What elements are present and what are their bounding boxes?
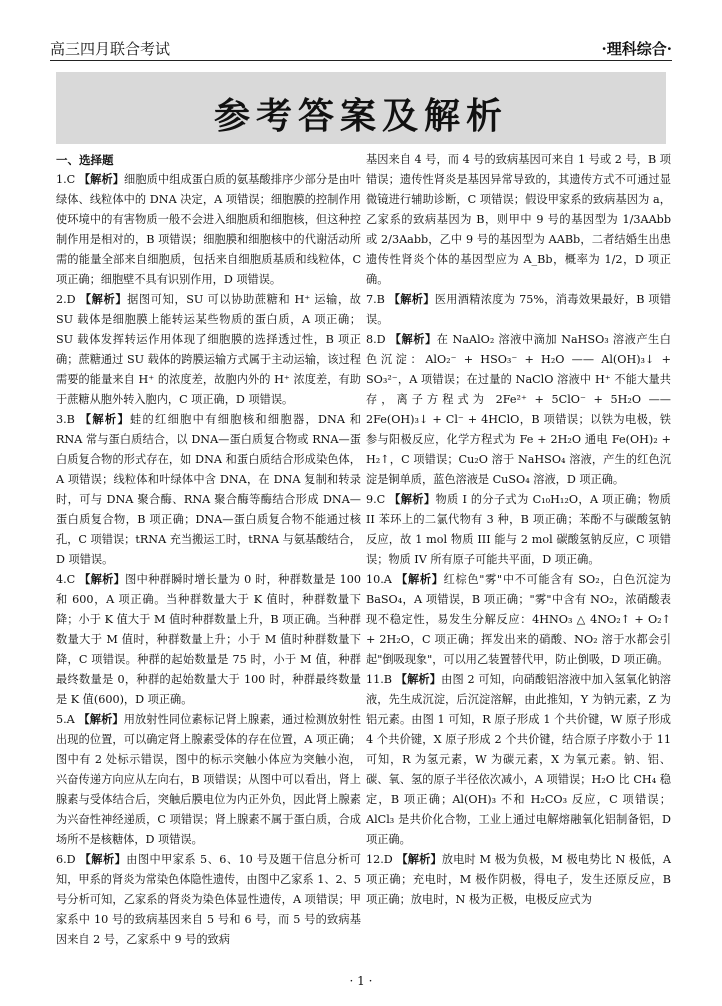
answer-number: 11.B (366, 673, 393, 686)
analysis-tag: 【解析】 (78, 713, 124, 726)
answer-number: 7.B (366, 293, 385, 306)
answer-number: 3.B (56, 413, 75, 426)
exam-name: 高三四月联合考试 (50, 40, 171, 58)
answer-item (56, 290, 361, 410)
page-header (50, 30, 672, 61)
answer-number: 6.D (56, 853, 76, 866)
answer-item (56, 710, 361, 850)
right-column (366, 150, 671, 910)
answer-item (56, 850, 361, 950)
answer-text: 医用酒精浓度为 75%，消毒效果最好，B 项错误。 (366, 293, 671, 326)
answer-text: 蛙的红细胞中有细胞核和细胞器，DNA 和 RNA 常与蛋白质结合，以 DNA—蛋白质复合物或 RNA—蛋白质复合物的形式存在，如 DNA 和蛋白质结合形成染色体，A 项错误；线粒体和叶绿体中含 DNA，在 DNA 复制和转录时，可与 DNA 聚合酶、RNA 聚合酶等酶结合形成 DNA—蛋白质复合物，B 项正确；DNA—蛋白质复合物不能通过核孔，C 项错误；tRNA 充当搬运工时，tRNA 与氨基酸结合，D 项错误。 (56, 413, 361, 566)
analysis-tag: 【解析】 (395, 673, 442, 686)
answer-text: 由图 2 可知，向硝酸铝溶液中加入氢氧化钠溶液，先生成沉淀，后沉淀溶解，由此推知，Y 为钠元素，Z 为铝元素。由图 1 可知，R 原子形成 1 个共价键，W 原子形成 4 个共价键，X 原子形成 2 个共价键，结合原子序数小于 11 可知，R 为氢元素，W 为碳元素，X 为氧元素。钠、铝、碳、氧、氢的原子半径依次减小，A 项错误；H₂O 比 CH₄ 稳定，B 项正确；Al(OH)₃ 不和 H₂CO₃ 反应，C 项错误；AlCl₃ 是共价化合物，工业上通过电解熔融氧化铝制备铝，D 项正确。 (366, 673, 671, 846)
analysis-tag: 【解析】 (389, 493, 436, 506)
analysis-tag: 【解析】 (79, 853, 127, 866)
answer-item (56, 410, 361, 570)
answer-number: 1.C (56, 173, 76, 186)
answer-text: 基因来自 4 号，而 4 号的致病基因可来自 1 号或 2 号，B 项错误；遗传性肾炎是基因异常导致的，其遗传方式不可通过显微镜进行辅助诊断，C 项错误；假设甲家系的致病基因为 a，乙家系的致病基因为 B，则甲中 9 号的基因型为 1/3AAbb 或 2/3Aabb，乙中 9 号的基因型为 AABb，二者结婚生出患遗传性肾炎个体的基因型应为 A_Bb，概率为 1/2，D 项正确。 (366, 153, 671, 286)
analysis-tag: 【解析】 (79, 293, 128, 306)
analysis-tag: 【解析】 (389, 333, 437, 346)
answer-text: 图中种群瞬时增长量为 0 时，种群数量是 100 和 600，A 项正确。当种群数量大于 K 值时，种群数量下降；小于 K 值大于 M 值时种群数量上升，B 项正确。当种群数量大于 M 值时，种群数量上升；小于 M 值时种群数量下降，C 项错误。种群的起始数量是 75 时，小于 M 值，种群最终数量是 0，种群的起始数量大于 100 时，种群最终数量是 K 值(600)，D 项正确。 (56, 573, 361, 706)
answer-number: 10.A (366, 573, 392, 586)
answer-item (56, 170, 361, 290)
title-banner (56, 72, 666, 144)
analysis-tag: 【解析】 (78, 173, 125, 186)
page-title: 参考答案及解析 (213, 96, 508, 137)
analysis-tag: 【解析】 (396, 573, 444, 586)
left-column (56, 150, 361, 950)
answer-number: 9.C (366, 493, 386, 506)
answer-number: 12.D (366, 853, 393, 866)
page-number: · 1 · (349, 974, 373, 988)
answer-text: 细胞质中组成蛋白质的氨基酸排序少部分是由叶绿体、线粒体中的 DNA 决定，A 项错误；细胞膜的控制作用使环境中的有害物质一般不会进入细胞质和细胞核，但这种控制作用是相对的，B 项错误；细胞膜和细胞核中的代谢活动所需的能量全部来自细胞质，包括来自细胞质基质和线粒体，C 项正确；细胞壁不具有识别作用，D 项错误。 (56, 173, 361, 286)
answer-number: 8.D (366, 333, 386, 346)
analysis-tag: 【解析】 (79, 573, 126, 586)
answer-number: 2.D (56, 293, 76, 306)
answer-item (366, 290, 671, 330)
answer-item (56, 570, 361, 710)
answer-item (366, 670, 671, 850)
answer-item (366, 150, 671, 290)
answer-item (366, 850, 671, 910)
answer-item (366, 490, 671, 570)
answer-text: 用放射性同位素标记肾上腺素，通过检测放射性出现的位置，可以确定肾上腺素受体的存在位置，A 项正确；图中有 2 处标示错误，图中的标示突触小体应为突触小泡，兴奋传递方向应从左向右，B 项错误；从图中可以看出，肾上腺素与受体结合后，突触后膜电位为内正外负，因此肾上腺素为兴奋性神经递质，C 项错误；肾上腺素不属于蛋白质，合成场所不是核糖体，D 项错误。 (56, 713, 361, 846)
answer-item (366, 570, 671, 670)
answer-text: 放电时 M 极为负极，M 极电势比 N 极低，A 项正确；充电时，M 极作阴极，得电子，发生还原反应，B 项正确；放电时，N 极为正极，电极反应式为 (366, 853, 671, 906)
answer-number: 4.C (56, 573, 76, 586)
answer-text: 物质 I 的分子式为 C₁₀H₁₂O，A 项正确；物质 II 苯环上的二氯代物有 3 种，B 项正确；苯酚不与碳酸氢钠反应，故 1 mol 物质 III 能与 2 mol 碳酸氢钠反应，C 项错误；物质 IV 所有原子可能共平面，D 项正确。 (366, 493, 671, 566)
answer-text: 据图可知，SU 可以协助蔗糖和 H⁺ 运输，故 SU 载体是细胞膜上能转运某些物质的蛋白质，A 项正确；SU 载体发挥转运作用体现了细胞膜的选择透过性，B 项正确；蔗糖通过 SU 载体的跨膜运输方式属于主动运输，该过程需要的能量来自 H⁺ 的浓度差，故胞内外的 H⁺ 浓度差，有助于蔗糖从胞外转入胞内，C 项正确，D 项错误。 (56, 293, 361, 406)
answer-text: 由图中甲家系 5、6、10 号及题干信息分析可知，甲系的肾炎为常染色体隐性遗传，由图中乙家系 1、2、5 号分析可知，乙家系的肾炎为染色体显性遗传，A 项错误；甲家系中 10 号的致病基因来自 5 号和 6 号，而 5 号的致病基因来自 2 号，乙家系中 9 号的致病 (56, 853, 361, 946)
analysis-tag: 【解析】 (79, 413, 130, 426)
subject-label: ·理科综合· (601, 40, 672, 58)
analysis-tag: 【解析】 (388, 293, 435, 306)
answer-text: 在 NaAlO₂ 溶液中滴加 NaHSO₃ 溶液产生白色沉淀：AlO₂⁻ + HSO₃⁻ + H₂O —— Al(OH)₃↓ + SO₃²⁻，A 项错误；在过量的 NaClO 溶液中 H⁺ 不能大量共存，离子方程式为 2Fe²⁺ + 5ClO⁻ + 5H₂O —— 2Fe(OH)₃↓ + Cl⁻ + 4HClO，B 项错误；以铁为电极，铁参与阳极反应，化学方程式为 Fe + 2H₂O 通电 Fe(OH)₂ + H₂↑，C 项错误；Cu₂O 溶于 NaHSO₄ 溶液，产生的红色沉淀是铜单质，蓝色溶液是 CuSO₄ 溶液，D 项正确。 (366, 333, 671, 486)
answer-number: 5.A (56, 713, 75, 726)
answer-text: 红棕色"雾"中不可能含有 SO₂，白色沉淀为 BaSO₄，A 项错误，B 项正确；"雾"中含有 NO₂，浓硝酸表现不稳定性，易发生分解反应：4HNO₃ △ 4NO₂↑ + O₂↑ + 2H₂O，C 项正确；挥发出来的硝酸、NO₂ 溶于水都会引起"倒吸现象"，可以用乙装置替代甲，防止倒吸，D 项正确。 (366, 573, 671, 666)
section-title: 一、选择题 (56, 153, 114, 167)
analysis-tag: 【解析】 (396, 853, 442, 866)
answer-item (366, 330, 671, 490)
